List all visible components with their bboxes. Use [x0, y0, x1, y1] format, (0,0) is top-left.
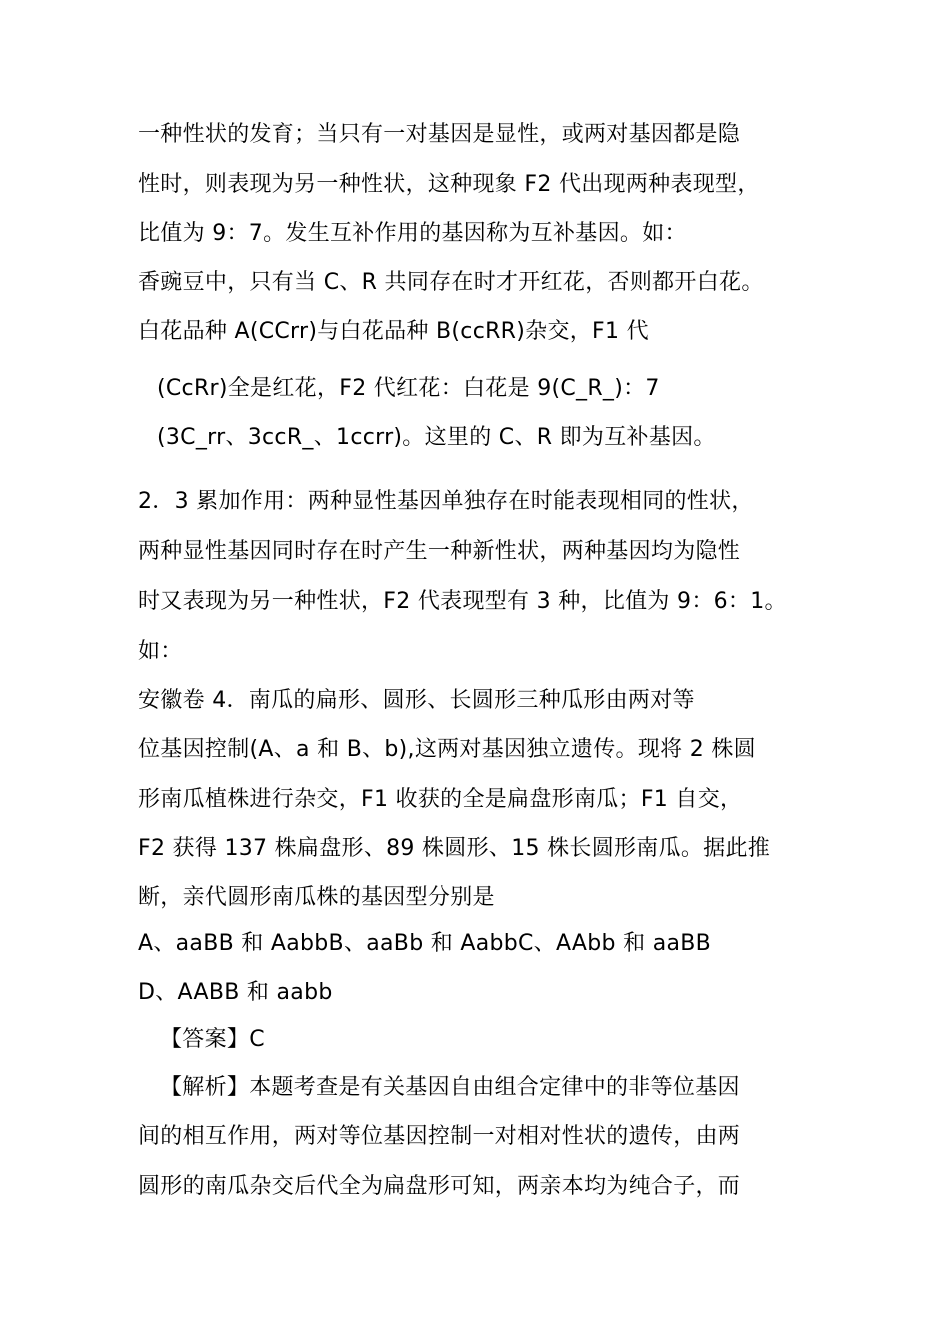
text-line: 一种性状的发育；当只有一对基因是显性，或两对基因都是隐	[138, 122, 741, 147]
text-line: 性时，则表现为另一种性状，这种现象 F2 代出现两种表现型，	[138, 172, 760, 197]
text-line: 比值为 9：7。发生互补作用的基因称为互补基因。如：	[138, 221, 687, 246]
text-line: (3C_rr、3ccR_、1ccrr)。这里的 C、R 即为互补基因。	[157, 425, 716, 450]
text-line: 时又表现为另一种性状，F2 代表现型有 3 种，比值为 9：6：1。	[138, 589, 787, 614]
question-line: F2 获得 137 株扁盘形、89 株圆形、15 株长圆形南瓜。据此推	[138, 836, 771, 861]
text-line: 香豌豆中，只有当 C、R 共同存在时才开红花，否则都开白花。	[138, 270, 764, 295]
analysis-line: 间的相互作用，两对等位基因控制一对相对性状的遗传，由两	[138, 1124, 741, 1149]
question-line: 断，亲代圆形南瓜株的基因型分别是	[138, 885, 495, 910]
text-line: (CcRr)全是红花，F2 代红花：白花是 9(C_R_)：7	[157, 376, 660, 401]
question-line: 形南瓜植株进行杂交，F1 收获的全是扁盘形南瓜；F1 自交，	[138, 787, 743, 812]
analysis-line: 【解析】本题考查是有关基因自由组合定律中的非等位基因	[160, 1075, 740, 1100]
question-line: 位基因控制(A、a 和 B、b),这两对基因独立遗传。现将 2 株圆	[138, 737, 756, 762]
answer-line: 【答案】C	[160, 1027, 265, 1052]
section-heading-line: 2．3 累加作用：两种显性基因单独存在时能表现相同的性状，	[138, 489, 754, 514]
text-line: 白花品种 A(CCrr)与白花品种 B(ccRR)杂交，F1 代	[138, 319, 649, 344]
text-line: 两种显性基因同时存在时产生一种新性状，两种基因均为隐性	[138, 539, 741, 564]
text-line: 如：	[138, 639, 183, 664]
option-line: A、aaBB 和 AabbB、aaBb 和 AabbC、AAbb 和 aaBB	[138, 931, 712, 956]
analysis-line: 圆形的南瓜杂交后代全为扁盘形可知，两亲本均为纯合子，而	[138, 1174, 741, 1199]
option-line: D、AABB 和 aabb	[138, 980, 333, 1005]
question-line: 安徽卷 4．南瓜的扁形、圆形、长圆形三种瓜形由两对等	[138, 688, 695, 713]
